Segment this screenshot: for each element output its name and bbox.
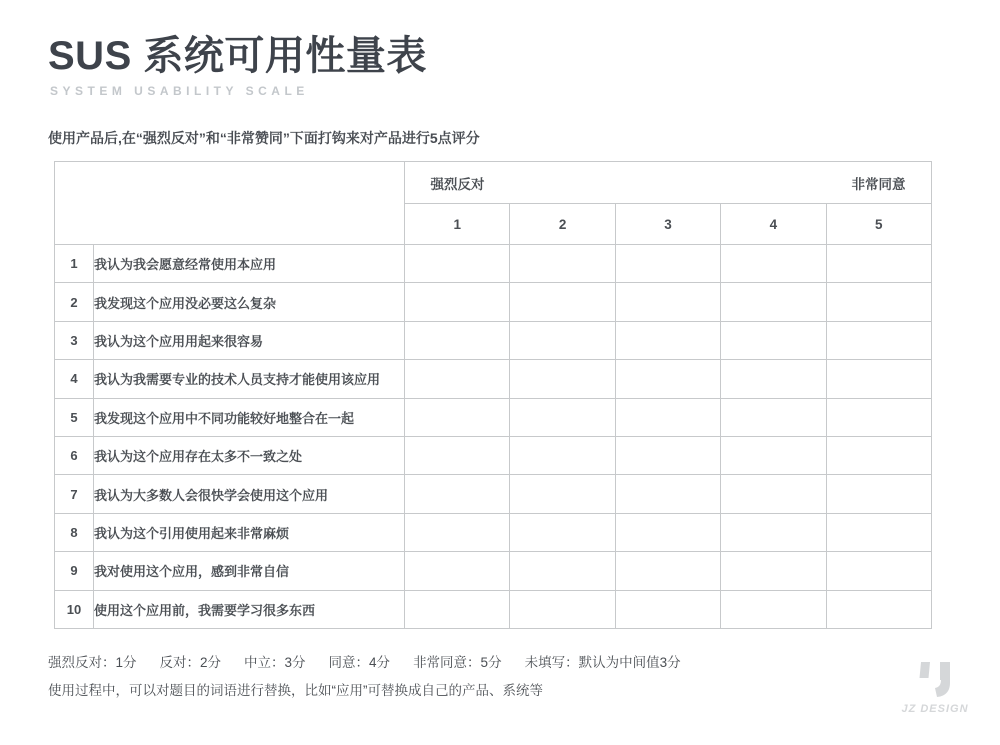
- score-column-3: 3: [615, 204, 720, 245]
- table-row: [55, 436, 932, 474]
- rating-cell-q6-s1[interactable]: [405, 436, 510, 474]
- rating-cell-q8-s3[interactable]: [615, 513, 720, 551]
- jz-design-logo: [897, 659, 973, 715]
- score-legend: [48, 651, 681, 671]
- question-number: 2: [55, 283, 94, 321]
- rating-cell-q7-s1[interactable]: [405, 475, 510, 513]
- rating-cell-q10-s4[interactable]: [721, 590, 826, 628]
- rating-cell-q2-s2[interactable]: [510, 283, 615, 321]
- rating-cell-q8-s5[interactable]: [826, 513, 931, 551]
- question-text: 我认为这个引用使用起来非常麻烦: [94, 513, 405, 551]
- table-row: [55, 590, 932, 628]
- rating-cell-q4-s2[interactable]: [510, 360, 615, 398]
- legend-item: 未填写：默认为中间值3分: [524, 655, 681, 670]
- rating-cell-q3-s3[interactable]: [615, 321, 720, 359]
- rating-cell-q5-s5[interactable]: [826, 398, 931, 436]
- question-text: 我认为我需要专业的技术人员支持才能使用该应用: [94, 360, 405, 398]
- table-row: [55, 475, 932, 513]
- question-text: 我认为我会愿意经常使用本应用: [94, 245, 405, 283]
- question-text: 我对使用这个应用，感到非常自信: [94, 552, 405, 590]
- rating-cell-q7-s4[interactable]: [721, 475, 826, 513]
- question-number: 3: [55, 321, 94, 359]
- scale-left-label: 强烈反对: [430, 176, 485, 192]
- legend-item: 反对：2分: [159, 655, 222, 670]
- legend-item: 中立：3分: [244, 655, 306, 670]
- rating-cell-q9-s3[interactable]: [615, 552, 720, 590]
- rating-cell-q1-s1[interactable]: [405, 245, 510, 283]
- table-corner-cell: [55, 162, 405, 245]
- rating-cell-q3-s2[interactable]: [510, 321, 615, 359]
- rating-cell-q2-s4[interactable]: [721, 283, 826, 321]
- question-number: 6: [55, 436, 94, 474]
- rating-cell-q10-s5[interactable]: [826, 590, 931, 628]
- scale-right-label: 非常同意: [851, 176, 906, 192]
- table-row: [55, 245, 932, 283]
- rating-cell-q7-s3[interactable]: [615, 475, 720, 513]
- question-text: 我认为大多数人会很快学会使用这个应用: [94, 475, 405, 513]
- rating-cell-q3-s5[interactable]: [826, 321, 931, 359]
- rating-cell-q6-s5[interactable]: [826, 436, 931, 474]
- scale-header-row: [55, 162, 932, 204]
- instruction-text: 使用产品后,在“强烈反对”和“非常赞同”下面打钩来对产品进行5点评分: [48, 130, 480, 146]
- sus-rating-table: [54, 161, 932, 629]
- rating-cell-q6-s2[interactable]: [510, 436, 615, 474]
- scale-labels-cell: [405, 162, 932, 204]
- table-row: [55, 360, 932, 398]
- rating-cell-q5-s3[interactable]: [615, 398, 720, 436]
- question-number: 4: [55, 360, 94, 398]
- legend-item: 同意：4分: [328, 655, 391, 670]
- score-column-2: 2: [510, 204, 615, 245]
- table-row: [55, 283, 932, 321]
- question-number: 5: [55, 398, 94, 436]
- rating-cell-q1-s5[interactable]: [826, 245, 931, 283]
- rating-cell-q6-s3[interactable]: [615, 436, 720, 474]
- question-number: 8: [55, 513, 94, 551]
- rating-cell-q2-s3[interactable]: [615, 283, 720, 321]
- rating-cell-q9-s1[interactable]: [405, 552, 510, 590]
- question-text: 我认为这个应用用起来很容易: [94, 321, 405, 359]
- usage-note: 使用过程中，可以对题目的词语进行替换，比如“应用”可替换成自己的产品、系统等: [48, 683, 543, 698]
- rating-cell-q3-s4[interactable]: [721, 321, 826, 359]
- rating-cell-q9-s5[interactable]: [826, 552, 931, 590]
- question-number: 1: [55, 245, 94, 283]
- table-row: [55, 513, 932, 551]
- table-row: [55, 552, 932, 590]
- legend-item: 强烈反对：1分: [48, 655, 137, 670]
- score-column-1: 1: [405, 204, 510, 245]
- rating-cell-q4-s3[interactable]: [615, 360, 720, 398]
- rating-cell-q8-s2[interactable]: [510, 513, 615, 551]
- page-subtitle: SYSTEM USABILITY SCALE: [50, 84, 309, 98]
- rating-cell-q4-s5[interactable]: [826, 360, 931, 398]
- rating-cell-q9-s4[interactable]: [721, 552, 826, 590]
- question-text: 我发现这个应用中不同功能较好地整合在一起: [94, 398, 405, 436]
- logo-text: JZ DESIGN: [901, 703, 969, 715]
- rating-cell-q7-s5[interactable]: [826, 475, 931, 513]
- rating-cell-q8-s1[interactable]: [405, 513, 510, 551]
- rating-cell-q1-s2[interactable]: [510, 245, 615, 283]
- rating-cell-q8-s4[interactable]: [721, 513, 826, 551]
- table-row: [55, 398, 932, 436]
- rating-cell-q4-s4[interactable]: [721, 360, 826, 398]
- question-number: 10: [55, 590, 94, 628]
- rating-cell-q10-s1[interactable]: [405, 590, 510, 628]
- rating-cell-q9-s2[interactable]: [510, 552, 615, 590]
- legend-item: 非常同意：5分: [413, 655, 502, 670]
- question-text: 使用这个应用前，我需要学习很多东西: [94, 590, 405, 628]
- question-number: 7: [55, 475, 94, 513]
- rating-cell-q5-s2[interactable]: [510, 398, 615, 436]
- jz-monogram-icon: [914, 659, 956, 699]
- rating-cell-q7-s2[interactable]: [510, 475, 615, 513]
- rating-cell-q10-s3[interactable]: [615, 590, 720, 628]
- question-text: 我认为这个应用存在太多不一致之处: [94, 436, 405, 474]
- score-column-4: 4: [721, 204, 826, 245]
- rating-cell-q5-s1[interactable]: [405, 398, 510, 436]
- rating-cell-q3-s1[interactable]: [405, 321, 510, 359]
- rating-cell-q2-s1[interactable]: [405, 283, 510, 321]
- rating-cell-q5-s4[interactable]: [721, 398, 826, 436]
- rating-cell-q10-s2[interactable]: [510, 590, 615, 628]
- rating-cell-q6-s4[interactable]: [721, 436, 826, 474]
- table-row: [55, 321, 932, 359]
- score-column-5: 5: [826, 204, 931, 245]
- rating-cell-q1-s4[interactable]: [721, 245, 826, 283]
- page-title: SUS 系统可用性量表: [48, 34, 427, 78]
- rating-cell-q2-s5[interactable]: [826, 283, 931, 321]
- rating-cell-q4-s1[interactable]: [405, 360, 510, 398]
- rating-cell-q1-s3[interactable]: [615, 245, 720, 283]
- question-number: 9: [55, 552, 94, 590]
- question-text: 我发现这个应用没必要这么复杂: [94, 283, 405, 321]
